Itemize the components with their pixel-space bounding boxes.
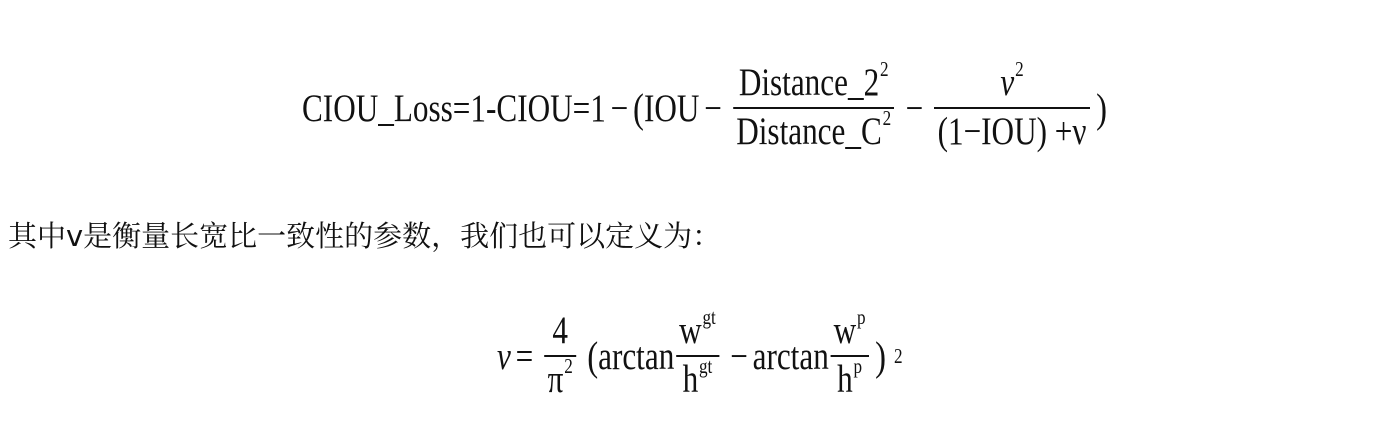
ciou-loss-formula <box>302 58 1107 158</box>
nu-definition-formula: ν = $\frac{4}{\pi^2}$ ( arctan $\frac{w^{gt}}{h^{gt}}$ − arctan $\frac{w^p}{h^p}$ ) 2 <box>497 304 903 401</box>
formula2-close-paren: ) <box>875 333 887 379</box>
nu-exponent: 2 <box>1015 56 1024 81</box>
four-over-pi-squared <box>544 311 576 401</box>
formula1-close-paren: ) <box>1096 85 1108 131</box>
formula2-open-paren: ( <box>587 333 599 379</box>
w-p <box>830 304 868 353</box>
w-gt-base: w <box>679 309 702 353</box>
pi-symbol: π <box>547 358 564 401</box>
wp-over-hp <box>830 304 868 401</box>
distance-fraction-numerator <box>736 56 892 105</box>
description-text: 其中v是衡量长宽比一致性的参数，我们也可以定义为： <box>8 219 722 253</box>
fraction-bar <box>676 355 719 357</box>
w-p-exponent: p <box>856 304 866 329</box>
formula2-minus: − <box>730 334 748 378</box>
wgt-over-hgt <box>676 304 719 401</box>
formula2-equals: = <box>515 334 534 378</box>
fraction-bar <box>733 107 894 109</box>
distance-fraction-denominator <box>733 105 894 153</box>
nu-fraction-denominator: (1−IOU) +ν <box>937 110 1087 153</box>
nu-fraction <box>934 56 1089 153</box>
distance-2-exponent: 2 <box>879 56 889 81</box>
formula2-lhs: ν <box>497 334 511 378</box>
nu-fraction-numerator <box>997 56 1027 105</box>
w-gt <box>676 304 719 353</box>
distance-2-text: Distance_2 <box>738 61 880 105</box>
distance-c-text: Distance_C <box>736 110 882 153</box>
formula1-minus-2: − <box>704 86 722 130</box>
formula1-lhs: CIOU_Loss=1-CIOU=1 <box>302 86 606 130</box>
four-numerator: 4 <box>552 309 569 353</box>
pi-exponent: 2 <box>564 353 573 378</box>
arctan-2: arctan <box>752 334 829 378</box>
h-p-exponent: p <box>853 353 863 378</box>
arctan-1: arctan <box>598 334 675 378</box>
formula1-minus-3: − <box>905 86 924 130</box>
h-gt <box>679 353 715 401</box>
h-gt-exponent: gt <box>698 353 713 378</box>
distance-c-exponent: 2 <box>882 105 892 130</box>
h-gt-base: h <box>682 358 699 401</box>
formula1-open-paren: ( <box>633 85 644 131</box>
h-p <box>834 353 865 401</box>
h-p-base: h <box>837 358 853 401</box>
formula1-iou: IOU <box>643 86 700 130</box>
fraction-bar <box>934 107 1089 109</box>
nu-symbol: ν <box>1000 61 1015 105</box>
fraction-bar <box>830 355 868 357</box>
w-gt-exponent: gt <box>702 304 716 329</box>
distance-fraction <box>733 56 894 153</box>
formula1-minus: − <box>610 86 629 130</box>
pi-squared-denominator <box>544 353 576 401</box>
w-p-base: w <box>833 309 857 353</box>
